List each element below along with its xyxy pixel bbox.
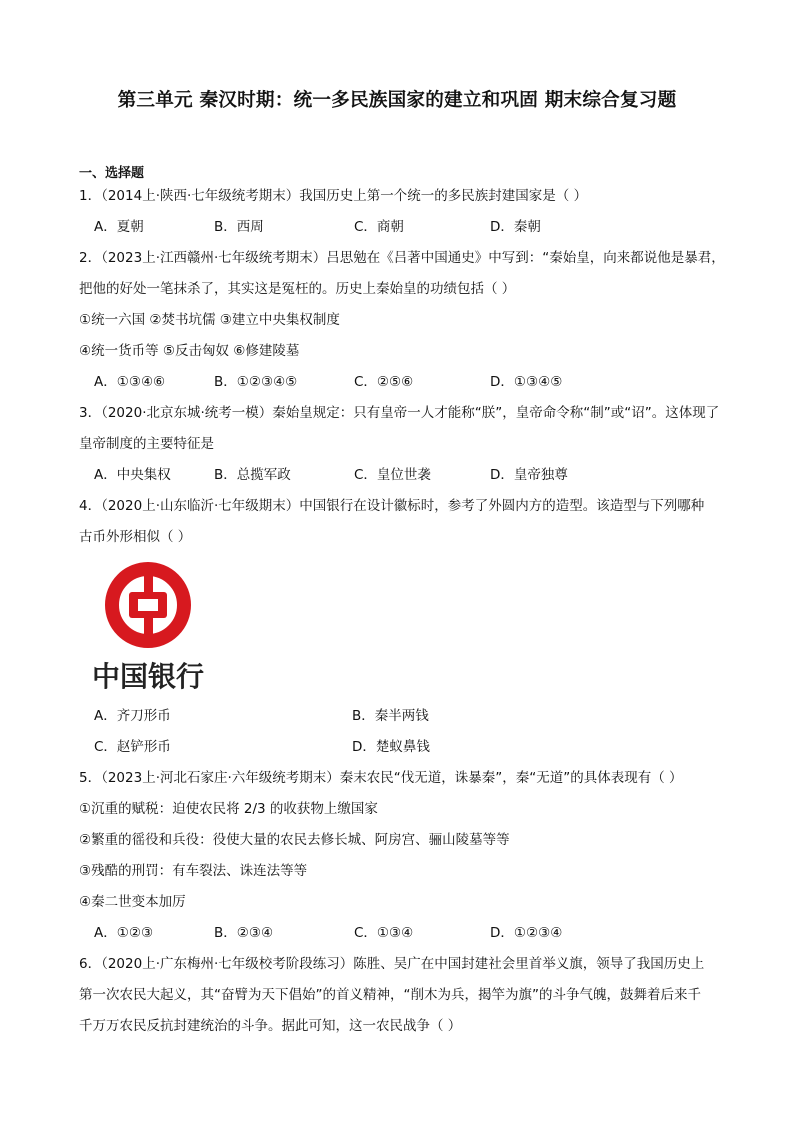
question-6-stem-line1: 6．（2020上·广东梅州·七年级校考阶段练习）陈胜、吴广在中国封建社会里首举义旗，领导了我国历史上 xyxy=(79,956,705,972)
q2-option-d: D．①③④⑤ xyxy=(490,374,563,390)
q5-option-a: A．①②③ xyxy=(94,925,154,941)
q3-option-b: B．总揽军政 xyxy=(214,467,291,483)
q5-option-c: C．①③④ xyxy=(354,925,414,941)
bank-of-china-logo xyxy=(92,560,212,695)
q2-option-c: C．②⑤⑥ xyxy=(354,374,414,390)
q3-option-a: A．中央集权 xyxy=(94,467,171,483)
question-6-stem-line2: 第一次农民大起义，其“奋臂为天下倡始”的首义精神，“削木为兵，揭竿为旗”的斗争气魄，鼓舞着后来千 xyxy=(79,987,701,1003)
q4-option-b: B．秦半两钱 xyxy=(352,708,429,724)
question-5-stem: 5．（2023上·河北石家庄·六年级统考期末）秦末农民“伐无道，诛暴秦”，秦“无道”的具体表现有（ ） xyxy=(79,770,683,786)
bank-logo-text: 中国银行 xyxy=(92,660,205,693)
q3-option-c: C．皇位世袭 xyxy=(354,467,431,483)
question-5-item-1: ①沉重的赋税：迫使农民将 2/3 的收获物上缴国家 xyxy=(79,801,378,817)
question-3-stem-line2: 皇帝制度的主要特征是 xyxy=(79,436,214,452)
q2-option-b: B．①②③④⑤ xyxy=(214,374,298,390)
q5-option-d: D．①②③④ xyxy=(490,925,563,941)
q1-option-d: D．秦朝 xyxy=(490,219,541,235)
question-4-stem-line2: 古币外形相似（ ） xyxy=(79,529,192,545)
question-5-item-3: ③残酷的刑罚：有车裂法、诛连法等等 xyxy=(79,863,308,879)
q4-option-d: D．楚蚁鼻钱 xyxy=(352,739,430,755)
question-2-items-line1: ①统一六国 ②焚书坑儒 ③建立中央集权制度 xyxy=(79,312,340,328)
question-2-stem-line2: 把他的好处一笔抹杀了，其实这是冤枉的。历史上秦始皇的功绩包括（ ） xyxy=(79,281,516,297)
question-2-items-line2: ④统一货币等 ⑤反击匈奴 ⑥修建陵墓 xyxy=(79,343,300,359)
q1-option-b: B．西周 xyxy=(214,219,264,235)
question-5-item-4: ④秦二世变本加厉 xyxy=(79,894,186,910)
question-1-stem: 1．（2014上·陕西·七年级统考期末）我国历史上第一个统一的多民族封建国家是（ ） xyxy=(79,188,588,204)
question-6-stem-line3: 千万万农民反抗封建统治的斗争。据此可知，这一农民战争（ ） xyxy=(79,1018,462,1034)
section-heading: 一、选择题 xyxy=(79,166,145,181)
q3-option-d: D．皇帝独尊 xyxy=(490,467,568,483)
q2-option-a: A．①③④⑥ xyxy=(94,374,166,390)
q4-option-c: C．赵铲形币 xyxy=(94,739,171,755)
question-3-stem-line1: 3．（2020·北京东城·统考一模）秦始皇规定：只有皇帝一人才能称“朕”，皇帝命令称“制”或“诏”。这体现了 xyxy=(79,405,720,421)
page-title: 第三单元 秦汉时期：统一多民族国家的建立和巩固 期末综合复习题 xyxy=(117,90,677,111)
q1-option-a: A．夏朝 xyxy=(94,219,144,235)
question-2-stem-line1: 2．（2023上·江西赣州·七年级统考期末）吕思勉在《吕著中国通史》中写到：“秦始皇，向来都说他是暴君， xyxy=(79,250,725,266)
q4-option-a: A．齐刀形币 xyxy=(94,708,171,724)
bank-of-china-logo-icon xyxy=(92,560,212,695)
question-4-stem-line1: 4．（2020上·山东临沂·七年级期末）中国银行在设计徽标时，参考了外圆内方的造型。该造型与下列哪种 xyxy=(79,498,705,514)
q5-option-b: B．②③④ xyxy=(214,925,274,941)
q1-option-c: C．商朝 xyxy=(354,219,404,235)
question-5-item-2: ②繁重的徭役和兵役：役使大量的农民去修长城、阿房宫、骊山陵墓等等 xyxy=(79,832,510,848)
